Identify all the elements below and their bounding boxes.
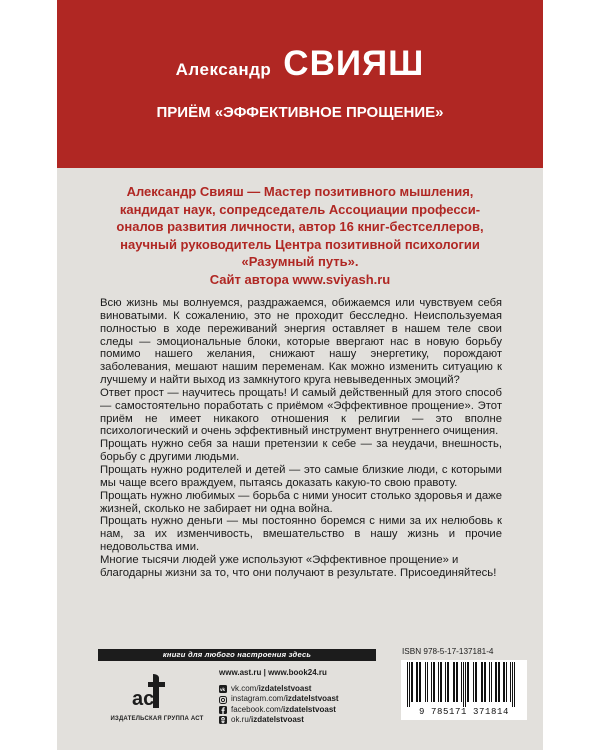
tagline-bar: книги для любого настроения здесь (98, 649, 376, 661)
barcode-bar (491, 662, 492, 702)
bio-line: оналов развития личности, автор 16 книг-бестселлеров, (116, 219, 484, 235)
social-prefix: vk.com/ (231, 684, 259, 693)
social-link-vk[interactable] (219, 684, 339, 694)
barcode-bar (445, 662, 446, 702)
barcode-bar (407, 662, 408, 708)
barcode-bar (510, 662, 511, 702)
barcode-bar (465, 662, 466, 708)
header-band (57, 0, 543, 168)
logo-lettering: ac (132, 688, 155, 710)
barcode-bar (489, 662, 490, 702)
author-name (57, 44, 543, 84)
barcode (401, 660, 527, 720)
barcode-bar (512, 662, 513, 708)
svg-text:vk: vk (220, 687, 226, 693)
publisher-websites[interactable]: www.ast.ru | www.book24.ru (219, 668, 327, 677)
paragraph: Прощать нужно себя за наши претензии к себе — за неудачи, внешность, борьбу с другими людьми. (100, 438, 502, 464)
barcode-bar (433, 662, 435, 702)
bio-line: Александр Свияш — Мастер позитивного мышления, (126, 184, 474, 199)
author-first-name: Александр (175, 60, 272, 79)
instagram-icon (219, 696, 227, 704)
paragraph: Прощать нужно деньги — мы постоянно боремся с ними за их нелюбовь к нам, за их изменчивость, вмешательство в нашу жизнь и прочие недовольства ими. (100, 515, 502, 554)
barcode-bar (438, 662, 439, 702)
barcode-bar (431, 662, 432, 702)
barcode-bar (503, 662, 505, 702)
paragraph: Ответ прост — научитесь прощать! И самый действенный для этого способ — самостоятельно поработать с приёмом «Эффективное прощение». Этот приём не имеет никакого отношения к религии — это вполне психологический и очень эффективный инструмент внутреннего очищения. (100, 386, 502, 438)
bio-line: кандидат наук, сопредседатель Ассоциации професси- (119, 201, 481, 217)
publisher-name: ИЗДАТЕЛЬСКАЯ ГРУППА АСТ (110, 716, 204, 722)
social-prefix: instagram.com/ (231, 694, 286, 704)
barcode-bar (416, 662, 418, 702)
barcode-bar (495, 662, 497, 702)
social-link-instagram[interactable] (219, 694, 339, 704)
barcode-bar (498, 662, 500, 702)
barcode-bar (463, 662, 464, 708)
vk-icon (219, 685, 227, 693)
social-link-ok[interactable] (219, 715, 339, 725)
annotation-text (100, 297, 502, 580)
paragraph: Многие тысячи людей уже используют «Эффективное прощение» и благодарны жизни за то, что они получают в результате. Присоединяйтесь! (100, 553, 497, 579)
facebook-icon (219, 706, 227, 714)
barcode-bar (453, 662, 455, 702)
author-last-name: СВИЯШ (283, 44, 425, 83)
barcode-bar (411, 662, 413, 702)
barcode-digits: 9 785171 371814 (401, 707, 527, 717)
barcode-bar (419, 662, 421, 702)
barcode-bar (473, 662, 474, 702)
barcode-bar (456, 662, 458, 702)
author-bio (57, 183, 543, 289)
ast-logo-icon (131, 668, 175, 712)
barcode-bar (475, 662, 477, 702)
social-prefix: facebook.com/ (231, 704, 284, 714)
bio-line: «Разумный путь». (241, 254, 359, 270)
paragraph: Прощать нужно любимых — борьба с ними уносит столько здоровья и даже жизней, сколько не забирает ни одна война. (100, 489, 502, 515)
barcode-bar (447, 662, 449, 702)
back-cover (57, 0, 543, 750)
barcode-bar (461, 662, 462, 702)
social-links (219, 684, 339, 726)
social-handle: izdatelstvoast (251, 715, 304, 725)
social-link-facebook[interactable] (219, 705, 339, 715)
social-handle: izdatelstvoast (283, 704, 336, 714)
barcode-bar (440, 662, 442, 702)
paragraph: Всю жизнь мы волнуемся, раздражаемся, обижаемся или чувствуем себя виноватыми. К сожалению, это не проходит бесследно. Неиспользуемая полностью в ходе переживаний энергия оставляет в нашем теле свои следы — эмоциональные блоки, которые ввергают нас в новую борьбу помимо нашего желания, снижают нашу энергетику, порождают заболевания, мешают нашим переменам. Как можно изменить ситуацию к лучшему и найти выход из замкнутого круга невыведенных эмоций? (100, 297, 502, 387)
barcode-bars (401, 660, 527, 708)
barcode-bar (506, 662, 507, 702)
social-handle: izdatelstvoast (258, 684, 312, 693)
bio-line: научный руководитель Центра позитивной психологии (120, 236, 480, 252)
social-handle: izdatelstvoast (285, 694, 339, 704)
barcode-bar (514, 662, 515, 708)
author-website-line: Сайт автора www.sviyash.ru (209, 271, 391, 287)
ok-icon (219, 716, 227, 724)
barcode-bar (427, 662, 428, 702)
barcode-bar (484, 662, 486, 702)
social-prefix: ok.ru/ (231, 715, 252, 725)
barcode-bar (409, 662, 410, 708)
barcode-bar (481, 662, 483, 702)
isbn: ISBN 978-5-17-137181-4 (402, 647, 494, 656)
paragraph: Прощать нужно родителей и детей — это самые близкие люди, с которыми мы чаще всего враждуем, пытаясь доказать какую-то свою правоту. (100, 463, 502, 489)
book-title: ПРИЁМ «ЭФФЕКТИВНОЕ ПРОЩЕНИЕ» (156, 104, 444, 121)
barcode-bar (425, 662, 426, 702)
barcode-bar (467, 662, 469, 702)
